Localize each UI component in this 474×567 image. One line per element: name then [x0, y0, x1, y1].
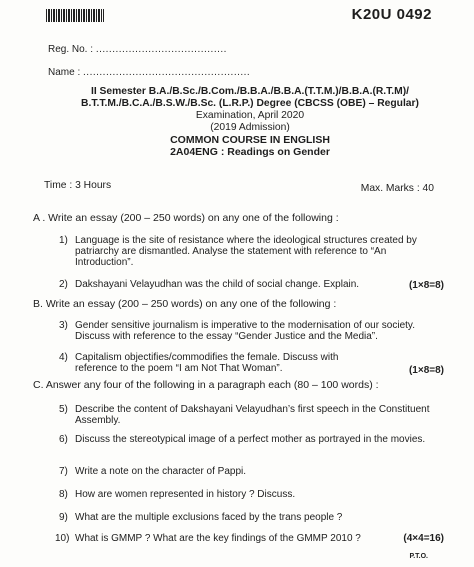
- header-line-4: (2019 Admission): [210, 122, 290, 133]
- question-number: 5): [59, 404, 68, 415]
- question-text: Capitalism objectifies/commodifies the female. Discuss with reference to the poem “I am Not That Woman”.: [75, 352, 339, 374]
- question-text: Gender sensitive journalism is imperative to the modernisation of our society. Discuss with reference to the essay “Gender Justice and the Media”.: [75, 320, 415, 342]
- header-line-1: II Semester B.A./B.Sc./B.Com./B.B.A./B.B.A.(T.T.M.)/B.B.A.(R.T.M)/: [90, 86, 410, 97]
- paper-code: K20U 0492: [351, 6, 432, 23]
- pto-note: P.T.O.: [409, 553, 428, 560]
- section-c-heading: C. Answer any four of the following in a paragraph each (80 – 100 words) :: [33, 379, 379, 391]
- section-c-score: (4×4=16): [403, 533, 444, 544]
- question-8: [59, 489, 441, 501]
- question-text: What is GMMP ? What are the key findings of the GMMP 2010 ?: [75, 533, 361, 544]
- name-label: Name :: [48, 67, 81, 78]
- question-number: 2): [59, 279, 68, 290]
- question-6: [59, 434, 441, 456]
- course-title: COMMON COURSE IN ENGLISH: [170, 134, 330, 146]
- question-1: [59, 235, 441, 268]
- exam-header: [60, 86, 440, 158]
- section-b-score: (1×8=8): [408, 365, 444, 376]
- question-number: 7): [59, 466, 68, 477]
- question-text: Language is the site of resistance where the ideological structures created by patriarchy are dismantled. Analyse the statement with reference to “An Introduction”.: [75, 235, 417, 268]
- question-10: [55, 533, 437, 545]
- section-a-heading: A . Write an essay (200 – 250 words) on any one of the following :: [33, 212, 339, 224]
- reg-no-field: [48, 44, 227, 55]
- question-number: 1): [59, 235, 68, 246]
- question-4: [59, 352, 441, 374]
- question-5: [59, 404, 441, 426]
- question-7: [59, 466, 441, 478]
- reg-no-dots: ........................................: [95, 44, 227, 55]
- question-number: 3): [59, 320, 68, 331]
- question-9: [59, 512, 441, 524]
- question-text: How are women represented in history ? Discuss.: [75, 489, 296, 500]
- barcode: [46, 9, 104, 22]
- question-text: Describe the content of Dakshayani Velayudhan’s first speech in the Constituent Assembly.: [75, 404, 430, 426]
- question-number: 6): [59, 434, 68, 445]
- question-number: 8): [59, 489, 68, 500]
- question-2: [59, 279, 441, 291]
- reg-no-label: Reg. No. :: [48, 44, 94, 55]
- time-allowed: Time : 3 Hours: [44, 180, 112, 191]
- section-b-heading: B. Write an essay (200 – 250 words) on any one of the following :: [33, 298, 337, 310]
- question-text: Dakshayani Velayudhan was the child of social change. Explain.: [75, 279, 360, 290]
- header-line-3: Examination, April 2020: [195, 110, 305, 121]
- question-number: 9): [59, 512, 68, 523]
- name-dots: ...................................................: [83, 67, 251, 78]
- name-field: [48, 67, 250, 78]
- question-text: What are the multiple exclusions faced by the trans people ?: [75, 512, 343, 523]
- question-number: 10): [55, 533, 70, 544]
- question-text: Write a note on the character of Pappi.: [75, 466, 247, 477]
- max-marks: Max. Marks : 40: [360, 183, 434, 194]
- paper-title: 2A04ENG : Readings on Gender: [170, 146, 330, 158]
- question-number: 4): [59, 352, 68, 363]
- section-a-score: (1×8=8): [408, 280, 444, 291]
- question-text: Discuss the stereotypical image of a perfect mother as portrayed in the movies.: [75, 434, 426, 445]
- question-3: [59, 320, 441, 342]
- header-line-2: B.T.T.M./B.C.A./B.S.W./B.Sc. (L.R.P.) Degree (CBCSS (OBE) – Regular): [81, 98, 419, 109]
